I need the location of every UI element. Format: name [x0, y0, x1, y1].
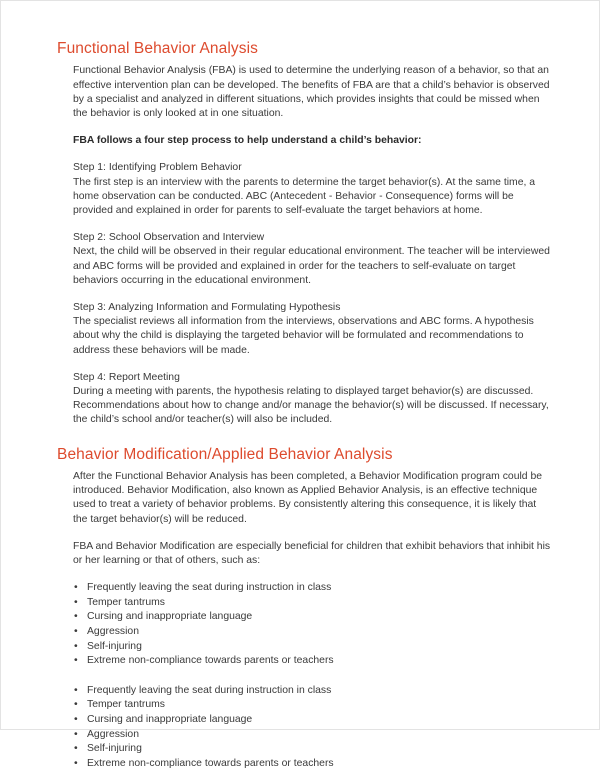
section-title-functional-behavior-analysis: Functional Behavior Analysis [57, 40, 258, 57]
step-block-1 [73, 161, 553, 218]
list-item-label: Cursing and inappropriate language [87, 713, 253, 725]
step-block-4 [73, 371, 553, 428]
step-1-text: The first step is an interview with the parents to determine the target behavior(s). At the same time, a home observation can be conducted. ABC (Antecedent - Behavior - Consequence) forms will be provided and explained in order for parents to self-evaluate the target behaviors at home. [73, 176, 536, 216]
list-item [73, 684, 553, 699]
list-item [73, 728, 553, 743]
list-item-label: Self-injuring [87, 743, 142, 755]
step-block-2 [73, 231, 553, 288]
step-3-heading: Step 3: Analyzing Information and Formulating Hypothesis [73, 302, 341, 314]
step-2-text: Next, the child will be observed in their regular educational environment. The teacher will be interviewed and ABC forms will be provided and explained in order for the teachers to self-evaluate on target behaviors occurring in the educational environment. [73, 246, 550, 286]
bullet-icon: • [74, 757, 78, 769]
bullet-icon: • [74, 699, 78, 711]
list-item [73, 713, 553, 728]
list-item [73, 596, 553, 611]
bullet-icon: • [74, 728, 78, 740]
list-item [73, 654, 553, 669]
paragraph-behavior-modification-1: After the Functional Behavior Analysis has been completed, a Behavior Modification program could be introduced. Behavior Modification, also known as Applied Behavior Analysis, is an effective technique used to treat a variety of behavior problems. By consistently altering this consequence, it is likely that the target behavior(s) will be reduced. [73, 471, 542, 525]
section-body-functional-behavior-analysis [73, 64, 553, 427]
list-item [73, 640, 553, 655]
list-item-label: Frequently leaving the seat during instruction in class [87, 582, 332, 594]
list-item [73, 581, 553, 596]
step-2-heading: Step 2: School Observation and Interview [73, 232, 265, 244]
paragraph-fba-lead-in: FBA follows a four step process to help understand a child’s behavior: [73, 135, 422, 147]
list-item [73, 742, 553, 757]
step-4-heading: Step 4: Report Meeting [73, 371, 180, 383]
list-item-label: Frequently leaving the seat during instruction in class [87, 684, 332, 696]
bullet-icon: • [74, 611, 78, 623]
step-block-3 [73, 301, 553, 358]
bullet-icon: • [74, 582, 78, 594]
bullet-icon: • [74, 713, 78, 725]
bullet-icon: • [74, 655, 78, 667]
bullet-list-1 [73, 581, 553, 669]
paragraph-fba-intro: Functional Behavior Analysis (FBA) is used to determine the underlying reason of a behavior, so that an effective intervention plan can be developed. The benefits of FBA are that a child’s behavior is observed by a specialist and analyzed in different situations, which provides insights that could be missed when the behavior is only looked at in one situation. [73, 65, 550, 119]
list-item [73, 698, 553, 713]
bullet-icon: • [74, 626, 78, 638]
list-item-label: Temper tantrums [87, 699, 165, 711]
step-1-heading: Step 1: Identifying Problem Behavior [73, 162, 242, 174]
bullet-icon: • [74, 684, 78, 696]
step-3-text: The specialist reviews all information from the interviews, observations and ABC forms. A hypothesis about why the child is displaying the targeted behavior will be formulated and recommendations to address these behaviors will be made. [73, 316, 534, 356]
bullet-icon: • [74, 743, 78, 755]
section-title-behavior-modification: Behavior Modification/Applied Behavior Analysis [57, 445, 393, 463]
list-item-label: Cursing and inappropriate language [87, 611, 253, 623]
list-item [73, 757, 553, 771]
list-item [73, 610, 553, 625]
list-item [73, 625, 553, 640]
list-item-label: Extreme non-compliance towards parents or teachers [87, 655, 334, 667]
paragraph-behavior-modification-2: FBA and Behavior Modification are especially beneficial for children that exhibit behaviors that inhibit his or her learning or that of others, such as: [73, 540, 551, 567]
document-content [57, 39, 553, 771]
bullet-icon: • [74, 596, 78, 608]
section-body-behavior-modification [73, 470, 553, 771]
list-item-label: Aggression [87, 728, 139, 740]
list-item-label: Temper tantrums [87, 596, 165, 608]
list-item-label: Self-injuring [87, 640, 142, 652]
bullet-list-2 [73, 684, 553, 771]
step-4-text: During a meeting with parents, the hypothesis relating to displayed target behavior(s) are discussed. Recommendations about how to change and/or manage the behavior(s) will be discussed. If necessary, the child’s school and/or teacher(s) will also be included. [73, 386, 549, 426]
bullet-icon: • [74, 640, 78, 652]
list-item-label: Extreme non-compliance towards parents or teachers [87, 757, 334, 769]
list-item-label: Aggression [87, 626, 139, 638]
